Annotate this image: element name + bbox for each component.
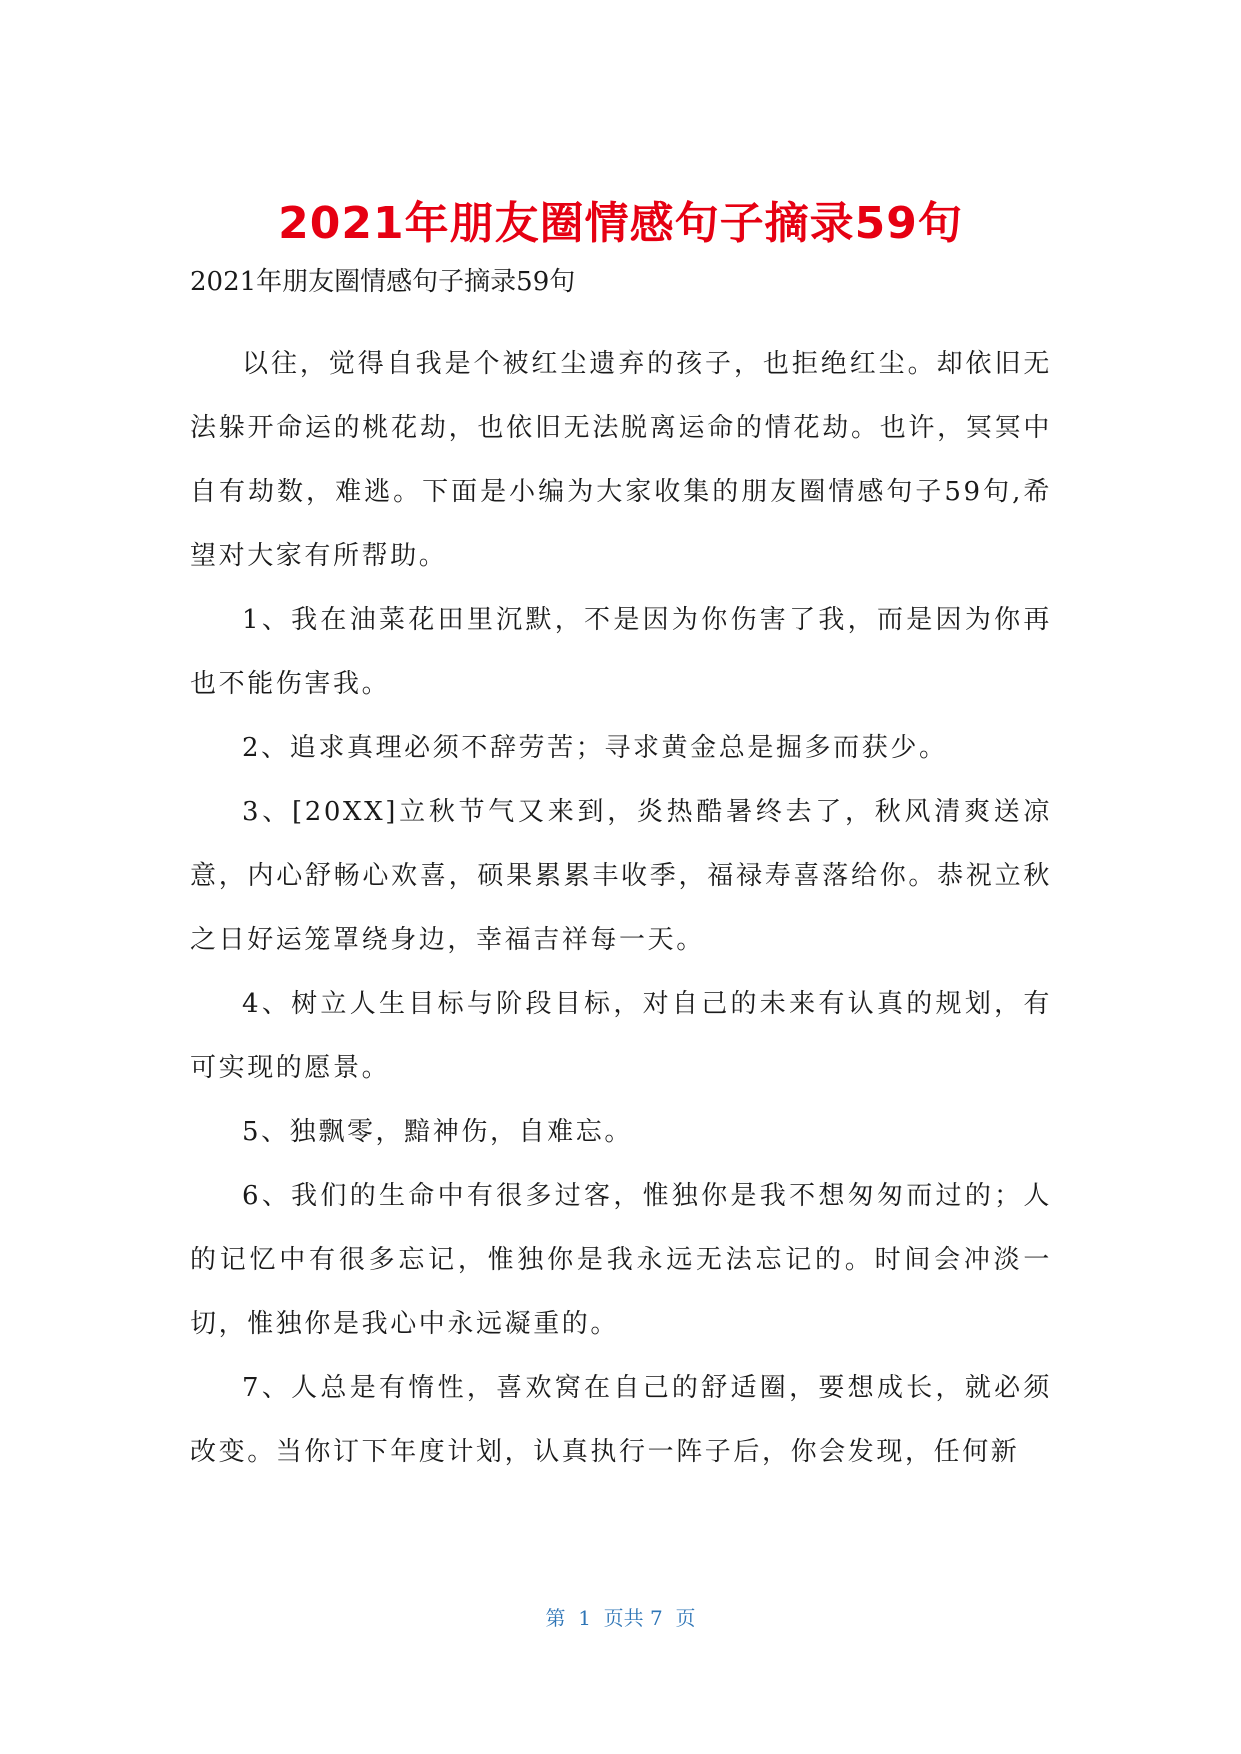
intro-paragraph: 以往，觉得自我是个被红尘遗弃的孩子，也拒绝红尘。却依旧无法躲开命运的桃花劫，也依旧无法脱离运命的情花劫。也许，冥冥中自有劫数，难逃。下面是小编为大家收集的朋友圈情感句子59句,希望对大家有所帮助。 — [190, 349, 1052, 571]
quote-paragraph-3: 3、[20XX]立秋节气又来到，炎热酷暑终去了，秋风清爽送凉意，内心舒畅心欢喜，硕果累累丰收季，福禄寿喜落给你。恭祝立秋之日好运笼罩绕身边，幸福吉祥每一天。 — [190, 797, 1052, 955]
document-body — [190, 262, 1052, 1484]
document-title: 2021年朋友圈情感句子摘录59句 — [278, 198, 963, 249]
quote-paragraph-4: 4、树立人生目标与阶段目标，对自己的未来有认真的规划，有可实现的愿景。 — [190, 989, 1052, 1083]
quote-paragraph-5: 5、独飘零，黯神伤，自难忘。 — [242, 1117, 633, 1147]
quote-paragraph-6: 6、我们的生命中有很多过客，惟独你是我不想匆匆而过的；人的记忆中有很多忘记，惟独你是我永远无法忘记的。时间会冲淡一切，惟独你是我心中永远凝重的。 — [190, 1181, 1052, 1339]
page-footer: 第 1 页共 7 页 — [545, 1606, 696, 1630]
quote-paragraph-7: 7、人总是有惰性，喜欢窝在自己的舒适圈，要想成长，就必须改变。当你订下年度计划，认真执行一阵子后，你会发现，任何新 — [190, 1373, 1052, 1467]
quote-paragraph-2: 2、追求真理必须不辞劳苦；寻求黄金总是掘多而获少。 — [242, 733, 948, 763]
document-subtitle: 2021年朋友圈情感句子摘录59句 — [190, 267, 576, 297]
quote-paragraph-1: 1、我在油菜花田里沉默，不是因为你伤害了我，而是因为你再也不能伤害我。 — [190, 605, 1052, 699]
